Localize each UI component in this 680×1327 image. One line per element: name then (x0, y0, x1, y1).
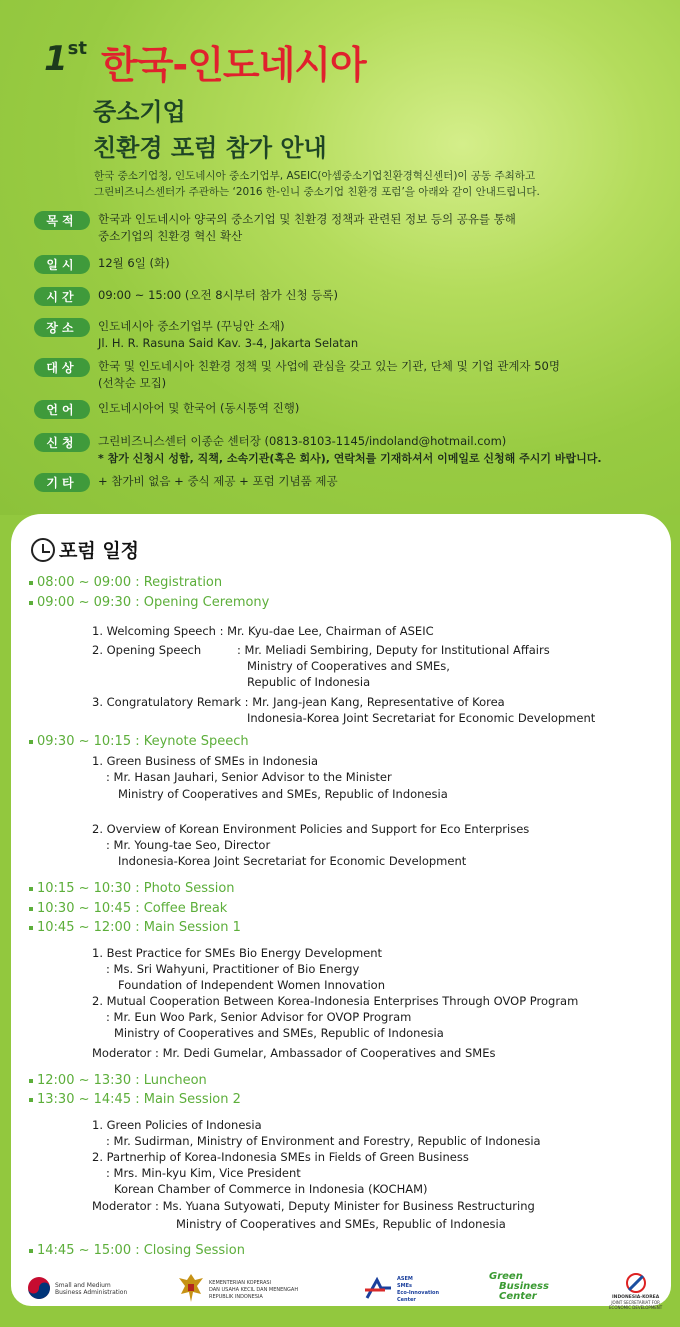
slot-registration: 08:00 ~ 09:00 : Registration (29, 575, 222, 590)
keynote-line: : Mr. Young-tae Seo, Director (106, 838, 271, 852)
opening-line: : Mr. Meliadi Sembiring, Deputy for Institutional Affairs (237, 643, 550, 657)
title-ordinal: 1st (44, 38, 87, 79)
session2-line: 1. Green Policies of Indonesia (92, 1118, 262, 1132)
schedule-header (31, 536, 139, 563)
session1-line: Ministry of Cooperatives and SMEs, Republic of Indonesia (114, 1026, 444, 1040)
slot-keynote: 09:30 ~ 10:15 : Keynote Speech (29, 734, 249, 749)
opening-line: 1. Welcoming Speech : Mr. Kyu-dae Lee, Chairman of ASEIC (92, 624, 434, 638)
intro-text: 한국 중소기업청, 인도네시아 중소기업부, ASEIC(아셈중소기업친환경혁신센터)이 공동 주최하고 그린비즈니스센터가 주관하는 ‘2016 한-인니 중소기업 친환경 포럼’을 아래와 같이 안내드립니다. (94, 170, 540, 198)
info-target: 대상 한국 및 인도네시아 친환경 정책 및 사업에 관심을 갖고 있는 기관, 단체 및 기업 관계자 50명 (선착순 모집) (34, 358, 560, 392)
slot-closing: 14:45 ~ 15:00 : Closing Session (29, 1243, 245, 1258)
session2-line: : Mr. Sudirman, Ministry of Environment and Forestry, Republic of Indonesia (106, 1134, 541, 1148)
opening-line: Indonesia-Korea Joint Secretariat for Economic Development (247, 711, 596, 725)
schedule-title: 포럼 일정 (59, 540, 140, 562)
session1-line: Moderator : Mr. Dedi Gumelar, Ambassador of Cooperatives and SMEs (92, 1046, 496, 1060)
session2-line: : Mrs. Min-kyu Kim, Vice President (106, 1166, 301, 1180)
opening-line: 3. Congratulatory Remark : Mr. Jang-jean Kang, Representative of Korea (92, 695, 505, 709)
header-banner (0, 0, 680, 515)
opening-line: Republic of Indonesia (247, 675, 371, 689)
kemenkop-logo: KEMENTERIAN KOPERASI DAN USAHA KECIL DAN MENENGAH REPUBLIK INDONESIA (177, 1272, 266, 1304)
session1-line: : Mr. Eun Woo Park, Senior Advisor for OVOP Program (106, 1010, 412, 1024)
session2-line: Ministry of Cooperatives and SMEs, Republic of Indonesia (176, 1217, 506, 1231)
info-venue: 장소 인도네시아 중소기업부 (꾸닝안 소재) Jl. H. R. Rasuna Said Kav. 3-4, Jakarta Selatan (34, 318, 358, 352)
slot-photo: 10:15 ~ 10:30 : Photo Session (29, 881, 235, 896)
green-business-center-logo: Green Business Center (489, 1271, 549, 1302)
slot-opening: 09:00 ~ 09:30 : Opening Ceremony (29, 595, 269, 610)
keynote-line: : Mr. Hasan Jauhari, Senior Advisor to the Minister (106, 770, 392, 784)
slot-luncheon: 12:00 ~ 13:30 : Luncheon (29, 1073, 207, 1088)
slot-session1: 10:45 ~ 12:00 : Main Session 1 (29, 920, 241, 935)
title-main: 한국-인도네시아 (101, 43, 366, 87)
session2-line: 2. Partnerhip of Korea-Indonesia SMEs in Fields of Green Business (92, 1150, 469, 1164)
opening-line: 2. Opening Speech (92, 643, 202, 657)
clock-icon (31, 538, 55, 562)
session1-line: Foundation of Independent Women Innovation (118, 978, 385, 992)
info-apply: 신청 그린비즈니스센터 이종순 센터장 (0813-8103-1145/indoland@hotmail.com) * 참가 신청시 성함, 직책, 소속기관(혹은 회사), 연락처를 기재하셔서 이메일로 신청해 주시기 바랍니다. (34, 433, 602, 467)
session1-line: : Ms. Sri Wahyuni, Practitioner of Bio Energy (106, 962, 360, 976)
slot-coffee: 10:30 ~ 10:45 : Coffee Break (29, 901, 227, 916)
session1-line: 1. Best Practice for SMEs Bio Energy Development (92, 946, 383, 960)
title-sub1: 중소기업 (93, 98, 186, 126)
keynote-line: Ministry of Cooperatives and SMEs, Republic of Indonesia (118, 787, 448, 801)
info-date: 일시 12월 6일 (화) (34, 255, 170, 274)
jsed-logo: INDONESIA-KOREA JOINT SECRETARIAT FOR ECONOMIC DEVELOPMENT (609, 1272, 662, 1310)
asem-logo: ASEM SMEs Eco-Innovation Center (363, 1276, 405, 1304)
korea-taegeuk-icon (27, 1276, 51, 1300)
garuda-icon (177, 1272, 205, 1304)
keynote-line: Indonesia-Korea Joint Secretariat for Economic Development (118, 854, 467, 868)
session2-line: Moderator : Ms. Yuana Sutyowati, Deputy Minister for Business Restructuring (92, 1199, 535, 1213)
session2-line: Korean Chamber of Commerce in Indonesia (KOCHAM) (114, 1182, 428, 1196)
ribbon-icon (623, 1272, 649, 1294)
title-sub2: 친환경 포럼 참가 안내 (93, 134, 327, 162)
smba-logo: Small and Medium Business Administration (27, 1276, 99, 1300)
sponsor-logos (11, 1272, 671, 1312)
info-language: 언어 인도네시아어 및 한국어 (동시통역 진행) (34, 400, 299, 419)
info-purpose: 목적 한국과 인도네시아 양국의 중소기업 및 친환경 정책과 관련된 정보 등의 공유를 통해 중소기업의 친환경 혁신 확산 (34, 211, 516, 245)
slot-session2: 13:30 ~ 14:45 : Main Session 2 (29, 1092, 241, 1107)
opening-line: Ministry of Cooperatives and SMEs, (247, 659, 450, 673)
keynote-line: 1. Green Business of SMEs in Indonesia (92, 754, 319, 768)
schedule-panel (11, 514, 671, 1310)
asem-icon (363, 1276, 395, 1302)
keynote-line: 2. Overview of Korean Environment Policies and Support for Eco Enterprises (92, 822, 530, 836)
info-etc: 기타 + 참가비 없음 + 중식 제공 + 포럼 기념품 제공 (34, 473, 338, 492)
session1-line: 2. Mutual Cooperation Between Korea-Indonesia Enterprises Through OVOP Program (92, 994, 579, 1008)
info-time: 시간 09:00 ~ 15:00 (오전 8시부터 참가 신청 등록) (34, 287, 338, 306)
